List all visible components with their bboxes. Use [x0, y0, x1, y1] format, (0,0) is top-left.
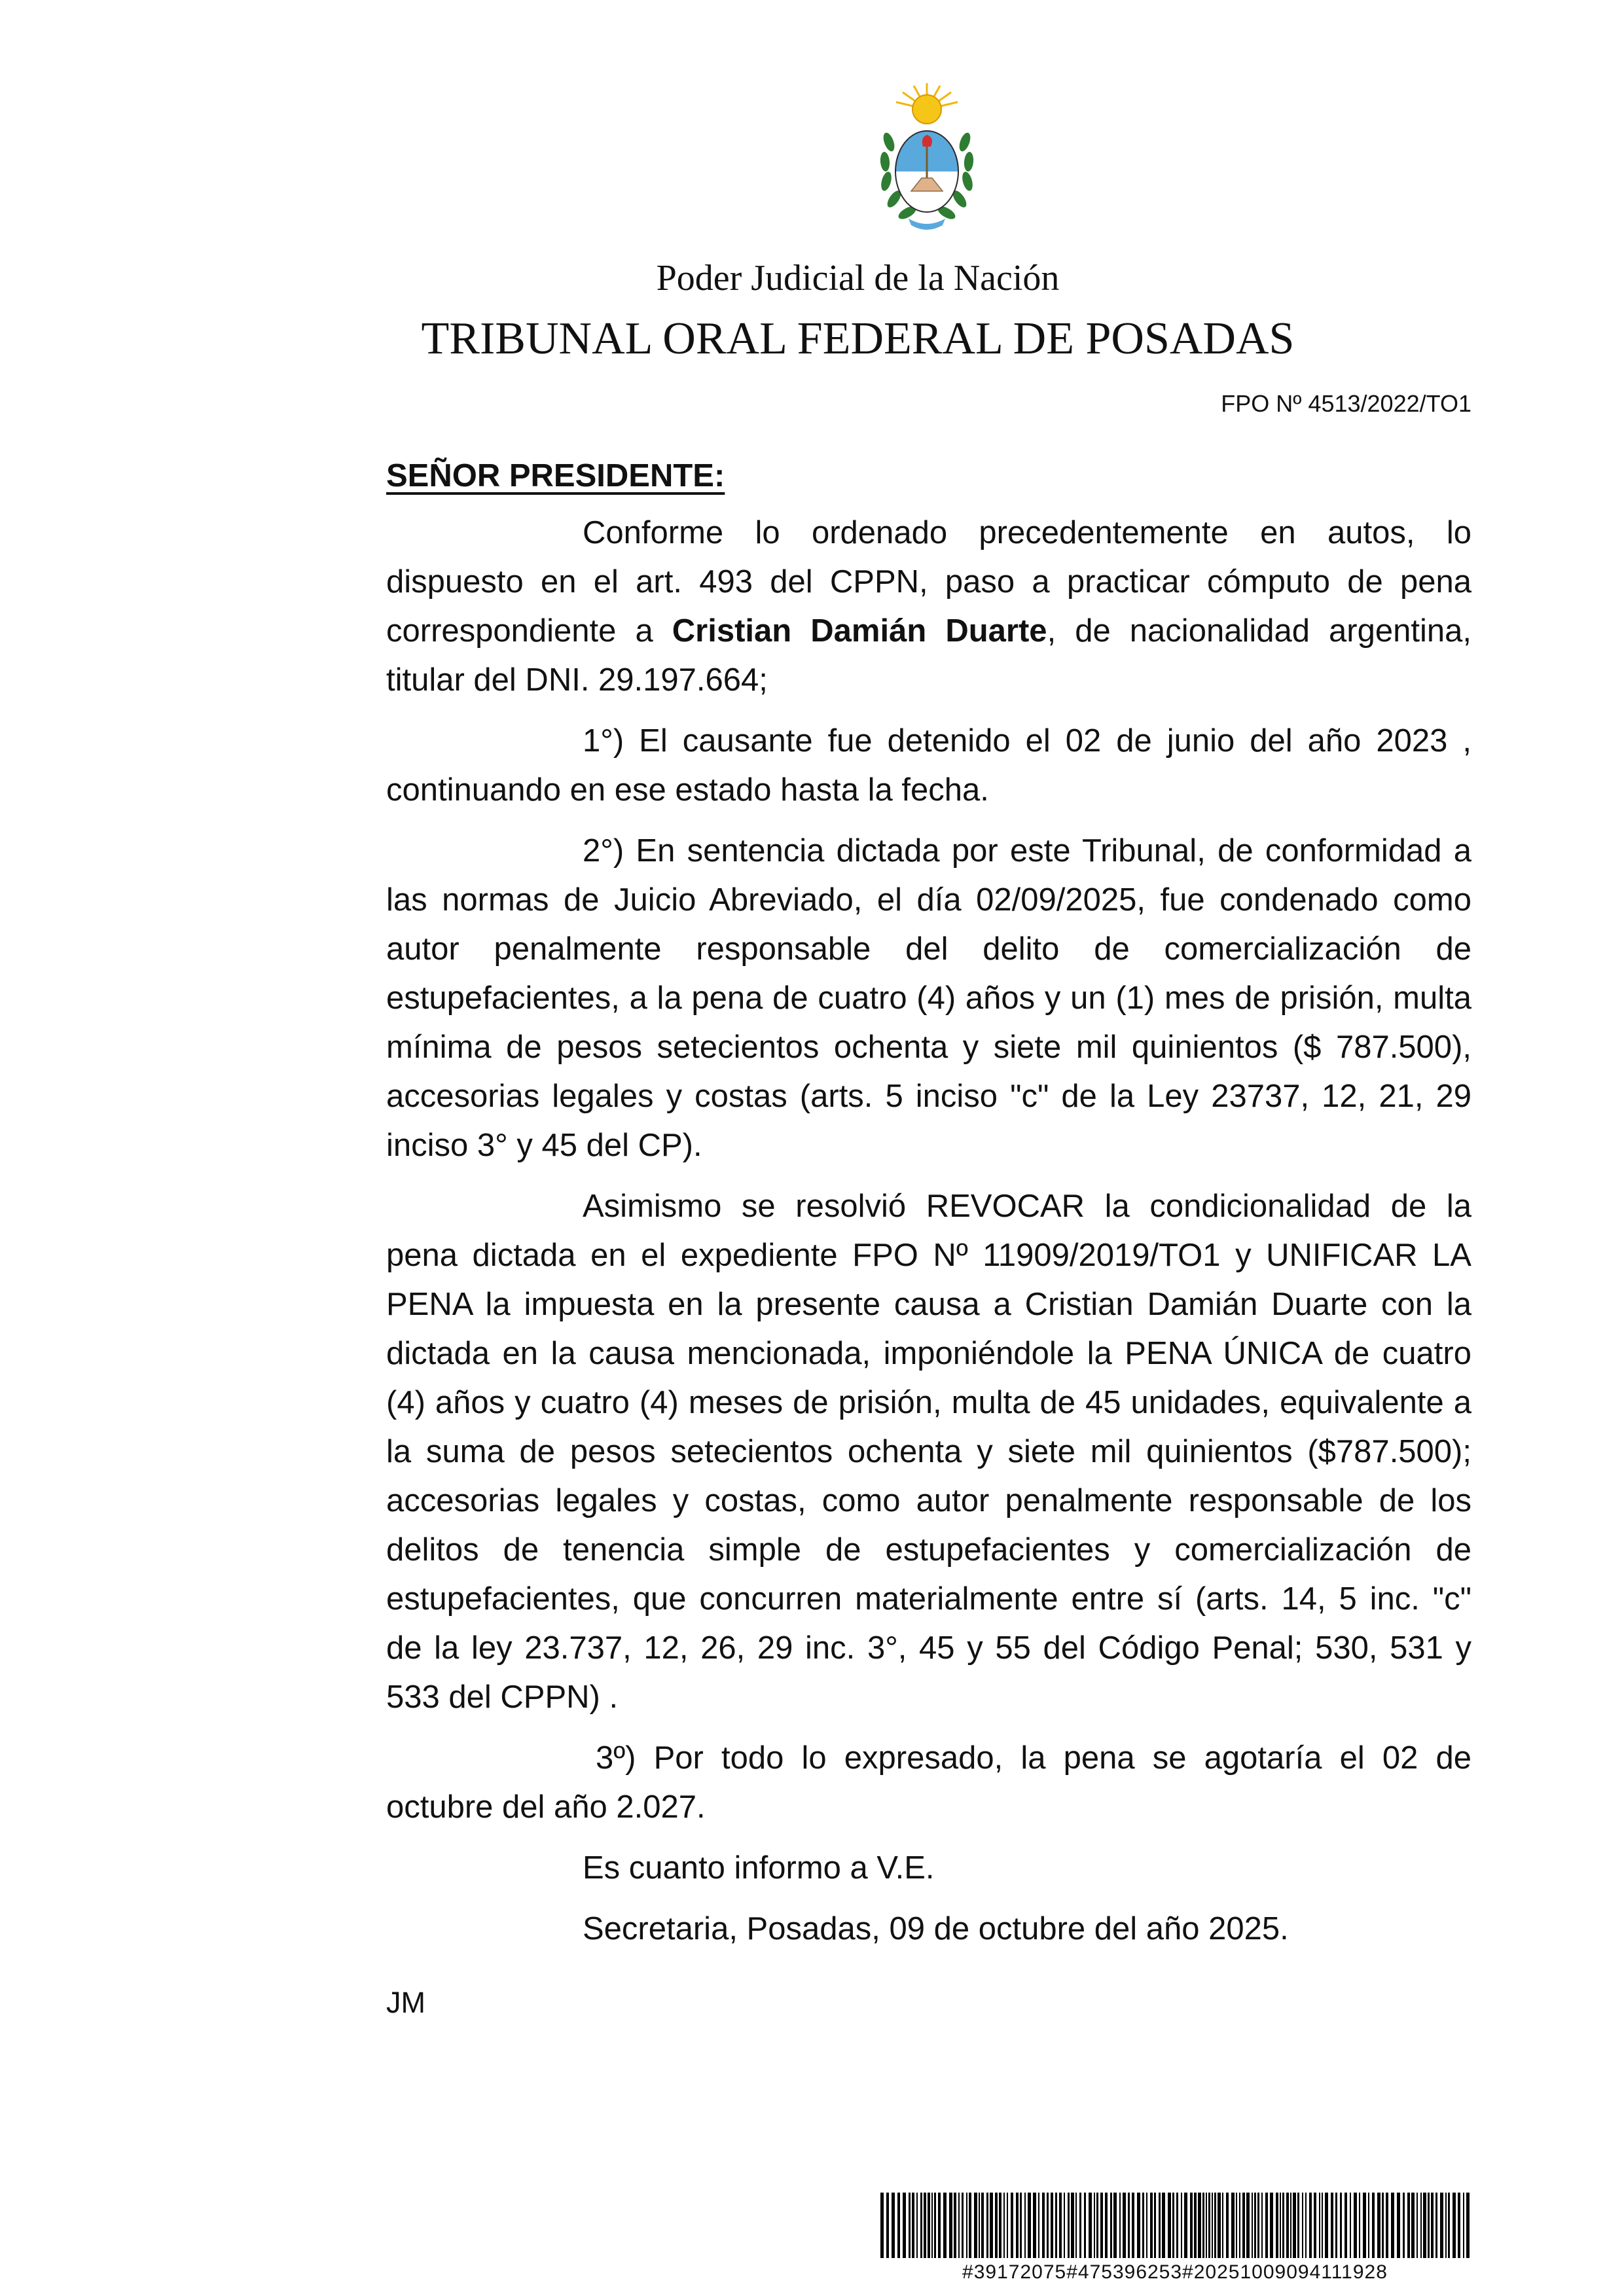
ribbon-icon [909, 219, 945, 230]
court-name: TRIBUNAL ORAL FEDERAL DE POSADAS [421, 314, 1295, 364]
salutation: SEÑOR PRESIDENTE: [386, 458, 725, 493]
defendant-name: Cristian Damián Duarte [672, 613, 1047, 649]
barcode-icon [880, 2193, 1470, 2258]
author-initials: JM [386, 1986, 425, 2019]
institution-name: Poder Judicial de la Nación [656, 258, 1060, 298]
oval-shield-icon [894, 129, 960, 214]
point-3-paragraph: 3º) Por todo lo expresado, la pena se agotaría el 02 de octubre del año 2.027. [386, 1740, 1471, 1825]
sun-of-may-icon [896, 83, 958, 124]
unification-paragraph: Asimismo se resolvió REVOCAR la condicionalidad de la pena dictada en el expediente FPO Nº 11909/2019/TO1 y UNIFICAR LA PENA la impuesta en la presente causa a Cristian Damián Duarte con la dictada en la causa mencionada, imponiéndole la PENA ÚNICA de cuatro (4) años y cuatro (4) meses de prisión, multa de 45 unidades, equivalente a la suma de pesos setecientos ochenta y siete mil quinientos ($787.500); accesorias legales y costas, como autor penalmente responsable de los delitos de tenencia simple de estupefacientes y comercialización de estupefacientes, que concurren materialmente entre sí (arts. 14, 5 inc. "c" de la ley 23.737, 12, 26, 29 inc. 3°, 45 y 55 del Código Penal; 530, 531 y 533 del CPPN) . [386, 1189, 1471, 1715]
intro-paragraph [386, 509, 1471, 705]
national-coat-of-arms [875, 80, 979, 234]
point-1-paragraph: 1°) El causante fue detenido el 02 de junio del año 2023 , continuando en ese estado hasta la fecha. [386, 723, 1471, 808]
case-reference: FPO Nº 4513/2022/TO1 [1221, 390, 1471, 417]
intro-text-a: Conforme lo ordenado precedentemente en autos, lo dispuesto en el art. 493 del CPPN, paso a practicar cómputo de pena correspondiente a [386, 515, 1471, 649]
place-date-line: Secretaria, Posadas, 09 de octubre del año 2025. [583, 1911, 1289, 1946]
intro-text-b: , de nacionalidad argentina, titular del DNI. 29.197.664; [386, 613, 1471, 698]
report-body [386, 452, 1471, 1965]
closing-line: Es cuanto informo a V.E. [583, 1850, 935, 1886]
point-2-paragraph: 2°) En sentencia dictada por este Tribunal, de conformidad a las normas de Juicio Abreviado, el día 02/09/2025, fue condenado como autor penalmente responsable del delito de comercialización de estupefacientes, a la pena de cuatro (4) años y un (1) mes de prisión, multa mínima de pesos setecientos ochenta y siete mil quinientos ($ 787.500), accesorias legales y costas (arts. 5 inciso "c" de la Ley 23737, 12, 21, 29 inciso 3° y 45 del CP). [386, 833, 1471, 1163]
barcode-number: #39172075#475396253#20251009094111928 [962, 2261, 1388, 2283]
